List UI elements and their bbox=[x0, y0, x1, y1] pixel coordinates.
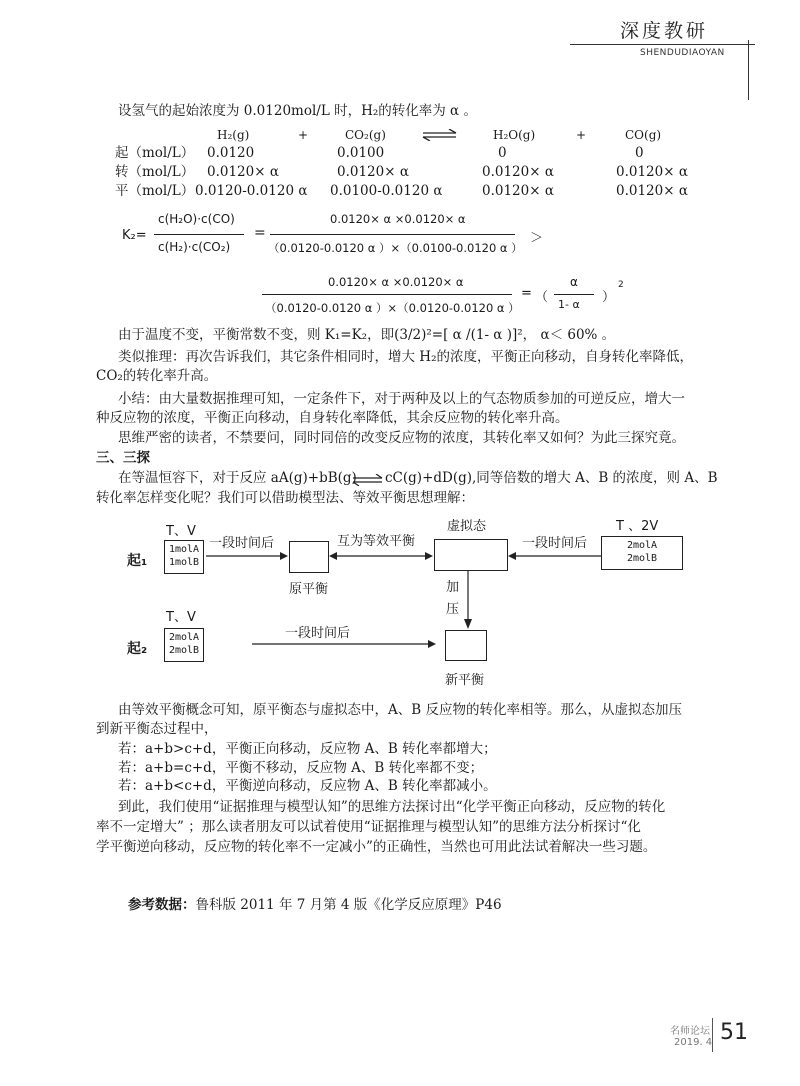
after-para-1: 由等效平衡概念可知，原平衡态与虚拟态中，A、B 反应物的转化率相等。那么，从虚拟态加压 bbox=[118, 702, 682, 718]
diagram-virtual-label: 虚拟态 bbox=[447, 519, 487, 534]
double-arrow-equivalent bbox=[328, 550, 434, 562]
formula-k2-f2-num: 0.0120× α ×0.0120× α bbox=[330, 212, 466, 226]
row-change-label: 转（mol/L） bbox=[115, 164, 195, 180]
conclusion-1: 到此，我们使用“证据推理与模型认知”的思维方法探讨出“化学平衡正向移动，反应物的转化 bbox=[118, 799, 666, 815]
diagram-press-2: 压 bbox=[446, 602, 460, 617]
diagram-start2: 起₂ bbox=[127, 641, 148, 657]
footer-journal: 名师论坛 bbox=[670, 1026, 710, 1037]
arrow-to-new bbox=[252, 638, 438, 650]
formula-ratio-eq: = bbox=[521, 286, 532, 301]
header-vbar bbox=[748, 40, 749, 100]
section3-line1a: 在等温恒容下，对于反应 aA(g)+bB(g) bbox=[118, 470, 357, 486]
header-title: 深度教研 bbox=[620, 20, 709, 42]
footer-divider bbox=[712, 1018, 713, 1052]
row-start-label: 起（mol/L） bbox=[115, 145, 195, 161]
reference bbox=[128, 895, 502, 916]
formula-k2-f1-den: c(H₂)·c(CO₂) bbox=[158, 240, 231, 254]
formula-k2-lhs: K₂= bbox=[122, 228, 147, 243]
footer-date: 2019. 4 bbox=[674, 1037, 713, 1048]
row-start-v4: 0 bbox=[635, 145, 644, 161]
diagram-t2v: T 、2V bbox=[616, 519, 659, 534]
conclusion-3: 学平衡逆向移动，反应物的转化率不一定减小”的正确性，当然也可用此法试着解决一些习题。 bbox=[96, 839, 657, 855]
row-start-v1: 0.0120 bbox=[207, 145, 255, 161]
diagram-virtual-box bbox=[434, 539, 508, 571]
reference-label: 参考数据： bbox=[128, 897, 196, 913]
formula-k2-eq: = bbox=[254, 225, 266, 241]
formula-ratio-f4-den: 1- α bbox=[558, 298, 580, 311]
para-analogy-1: 类似推理：再次告诉我们，其它条件相同时，增大 H₂的浓度，平衡正向移动，自身转化率降低， bbox=[118, 349, 693, 365]
para-analogy-2: CO₂的转化率升高。 bbox=[96, 368, 218, 384]
diagram-new-label: 新平衡 bbox=[445, 673, 485, 688]
species-h2o: H₂O(g) bbox=[493, 128, 536, 142]
row-eq-v3: 0.0120× α bbox=[482, 183, 554, 199]
formula-ratio-f3-bar bbox=[262, 294, 512, 295]
formula-k2-rel: ＞ bbox=[530, 231, 544, 246]
diagram-tv2: T、V bbox=[166, 610, 196, 625]
formula-k2-f1-num: c(H₂O)·c(CO) bbox=[158, 212, 235, 226]
formula-ratio-f4-num: α bbox=[570, 275, 578, 289]
para-question: 思维严密的读者，不禁要问，同时同倍的改变反应物的浓度，其转化率又如何？为此三探究竟。 bbox=[118, 430, 685, 446]
diagram-after1: 一段时间后 bbox=[209, 536, 275, 551]
formula-ratio-open: （ bbox=[535, 290, 549, 305]
intro-line: 设氢气的起始浓度为 0.0120mol/L 时，H₂的转化率为 α 。 bbox=[118, 103, 477, 119]
para-summary-2: 种反应物的浓度，平衡正向移动，自身转化率降低，其余反应物的转化率升高。 bbox=[96, 410, 569, 426]
row-change-v3: 0.0120× α bbox=[482, 164, 554, 180]
formula-k2-f2-bar bbox=[270, 234, 515, 235]
row-eq-label: 平（mol/L） bbox=[115, 183, 195, 199]
reaction-equilibrium-arrow bbox=[352, 474, 384, 486]
diagram-box3-b: 2molB bbox=[626, 553, 658, 564]
diagram-press-1: 加 bbox=[446, 580, 460, 595]
case-equal: 若：a+b=c+d，平衡不移动，反应物 A、B 转化率都不变； bbox=[118, 760, 484, 776]
formula-k2-f1-bar bbox=[154, 234, 244, 235]
formula-ratio-f3-den: （0.0120-0.0120 α ）×（0.0120-0.0120 α ） bbox=[265, 301, 520, 315]
after-para-2: 到新平衡态过程中， bbox=[96, 721, 218, 737]
diagram-orig-label: 原平衡 bbox=[289, 582, 329, 597]
row-start-v3: 0 bbox=[498, 145, 507, 161]
page-number: 51 bbox=[720, 1020, 748, 1045]
diagram-after3: 一段时间后 bbox=[522, 536, 588, 551]
arrow-to-original bbox=[206, 550, 290, 562]
formula-ratio-close: ） bbox=[602, 290, 616, 305]
species-co2: CO₂(g) bbox=[345, 128, 386, 142]
formula-ratio-sup: 2 bbox=[618, 280, 624, 290]
diagram-original-box bbox=[289, 541, 329, 573]
diagram-box1-b: 1molB bbox=[168, 557, 200, 568]
row-change-v4: 0.0120× α bbox=[616, 164, 688, 180]
reference-text: 鲁科版 2011 年 7 月第 4 版《化学反应原理》P46 bbox=[195, 897, 502, 913]
diagram-start1: 起₁ bbox=[127, 553, 148, 569]
para-k-equal: 由于温度不变，平衡常数不变，则 K₁=K₂，即(3/2)²=[ α /(1- α )]²， α＜ 60% 。 bbox=[118, 327, 616, 343]
conclusion-2: 率不一定增大” ；那么读者朋友可以试着使用“证据推理与模型认知”的思维方法分析探讨“化 bbox=[96, 819, 641, 835]
formula-k2-f2-den: （0.0120-0.0120 α ）×（0.0100-0.0120 α ） bbox=[268, 241, 523, 255]
case-less: 若：a+b<c+d，平衡逆向移动，反应物 A、B 转化率都减小。 bbox=[118, 778, 497, 794]
row-change-v1: 0.0120× α bbox=[207, 164, 279, 180]
arrow-pressurize bbox=[462, 571, 474, 631]
case-greater: 若：a+b>c+d，平衡正向移动，反应物 A、B 转化率都增大； bbox=[118, 741, 497, 757]
species-co: CO(g) bbox=[625, 128, 662, 142]
row-eq-v2: 0.0100-0.0120 α bbox=[330, 183, 443, 199]
species-h2: H₂(g) bbox=[217, 128, 250, 142]
row-eq-v1: 0.0120-0.0120 α bbox=[195, 183, 308, 199]
row-start-v2: 0.0100 bbox=[337, 145, 385, 161]
diagram-after2: 一段时间后 bbox=[285, 626, 351, 641]
formula-ratio-f4-bar bbox=[554, 294, 594, 295]
para-summary-1: 小结：由大量数据推理可知，一定条件下，对于两种及以上的气态物质参加的可逆反应，增大一 bbox=[118, 391, 685, 407]
section3-line1b: cC(g)+dD(g),同等倍数的增大 A、B 的浓度，则 A、B bbox=[385, 470, 718, 486]
diagram-box2 bbox=[164, 628, 204, 662]
diagram-box2-b: 2molB bbox=[168, 645, 200, 656]
section-heading: 三、三探 bbox=[96, 450, 150, 466]
diagram-box1 bbox=[164, 540, 204, 574]
diagram-new-box bbox=[445, 630, 487, 661]
row-eq-v4: 0.0120× α bbox=[616, 183, 688, 199]
diagram-box3 bbox=[601, 536, 683, 570]
species-plus2: + bbox=[576, 128, 587, 142]
header-subtitle: SHENDUDIAOYAN bbox=[640, 48, 725, 58]
species-plus1: + bbox=[298, 128, 309, 142]
row-change-v2: 0.0120× α bbox=[337, 164, 409, 180]
diagram-equiv-label: 互为等效平衡 bbox=[337, 534, 416, 549]
section3-line2: 转化率怎样变化呢？我们可以借助模型法、等效平衡思想理解： bbox=[96, 490, 474, 506]
diagram-tv: T、V bbox=[166, 524, 196, 539]
header-rule bbox=[570, 44, 755, 45]
arrow-to-virtual bbox=[506, 550, 602, 562]
formula-ratio-f3-num: 0.0120× α ×0.0120× α bbox=[328, 275, 464, 289]
equilibrium-arrow bbox=[422, 129, 458, 141]
diagram-box1-a: 1molA bbox=[168, 544, 200, 555]
diagram-box3-a: 2molA bbox=[626, 540, 658, 551]
diagram-box2-a: 2molA bbox=[168, 632, 200, 643]
